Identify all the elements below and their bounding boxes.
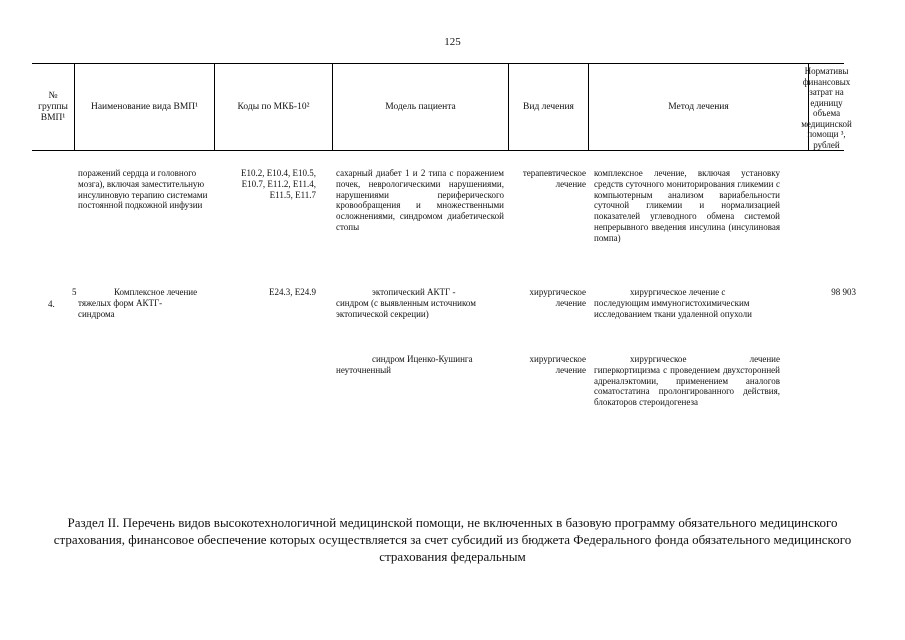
header-patient-model: Модель пациента: [332, 64, 508, 150]
section-title: Раздел II. Перечень видов высокотехнологичной медицинской помощи, не включенных в базовую программу обязательного медицинского страхования, финансовое обеспечение которых осуществляется за счет субсидий из бюджета Федерального фонда обязательного медицинского страхования федеральным: [53, 515, 852, 564]
row1-treatment-method: комплексное лечение, включая установку средств суточного мониторирования гликемии с компьютерным анализом вариабельности суточной гликемии и нормализацией показателей углеводного обмена системой непрерывного введения инсулина (инсулиновая помпа): [594, 168, 780, 243]
row1-codes: E10.2, E10.4, E10.5, E10.7, E11.2, E11.4, E11.5, E11.7: [241, 168, 316, 200]
row2-name: Комплексное лечение тяжелых форм АКТГ-синдрома: [78, 287, 198, 319]
row2-number-a: 5: [72, 287, 77, 297]
row2-treatment-method: хирургическое лечение с последующим иммуногистохимическим исследованием ткани удаленной опухоли: [594, 287, 752, 319]
row1-name: поражений сердца и головного мозга), включая заместительную инсулиновую терапию системами постоянной подкожной инфузии: [78, 168, 208, 211]
row3-patient-model: синдром Иценко-Кушинга неуточненный: [336, 354, 473, 375]
page-number: 125: [444, 36, 461, 48]
table-header: [32, 63, 852, 151]
header-vmp-name: Наименование вида ВМП¹: [74, 64, 214, 150]
row3-treatment-type: хирургическое лечение: [529, 354, 586, 375]
row2-financial-norm: 98 903: [831, 287, 856, 297]
header-financial-norm: Нормативы финансовых затрат на единицу объема медицинской помощи ³, рублей: [801, 66, 852, 150]
row2-treatment-type: хирургическое лечение: [529, 287, 586, 308]
row2-codes: E24.3, E24.9: [269, 287, 316, 297]
row1-patient-model: сахарный диабет 1 и 2 типа с поражением почек, неврологическими нарушениями, нарушениями периферического кровообращения и множественными осложнениями, синдромом диабетической стопы: [336, 168, 504, 232]
header-treatment-method: Метод лечения: [588, 64, 808, 150]
header-icd-codes: Коды по МКБ-10²: [214, 64, 332, 150]
header-group-number: № группы ВМП¹: [38, 90, 68, 123]
row3-treatment-method: хирургическое лечение гиперкортицизма с проведением двухсторонней адреналэктомии, применением аналогов соматостатина пролонгированного действия, блокаторов стероидогенеза: [594, 354, 780, 408]
row2-patient-model: эктопический АКТГ - синдром (с выявленным источником эктопической секреции): [336, 287, 476, 319]
row1-treatment-type: терапевтическое лечение: [522, 168, 586, 189]
row2-number-b: 4.: [48, 299, 55, 309]
header-treatment-type: Вид лечения: [508, 64, 588, 150]
